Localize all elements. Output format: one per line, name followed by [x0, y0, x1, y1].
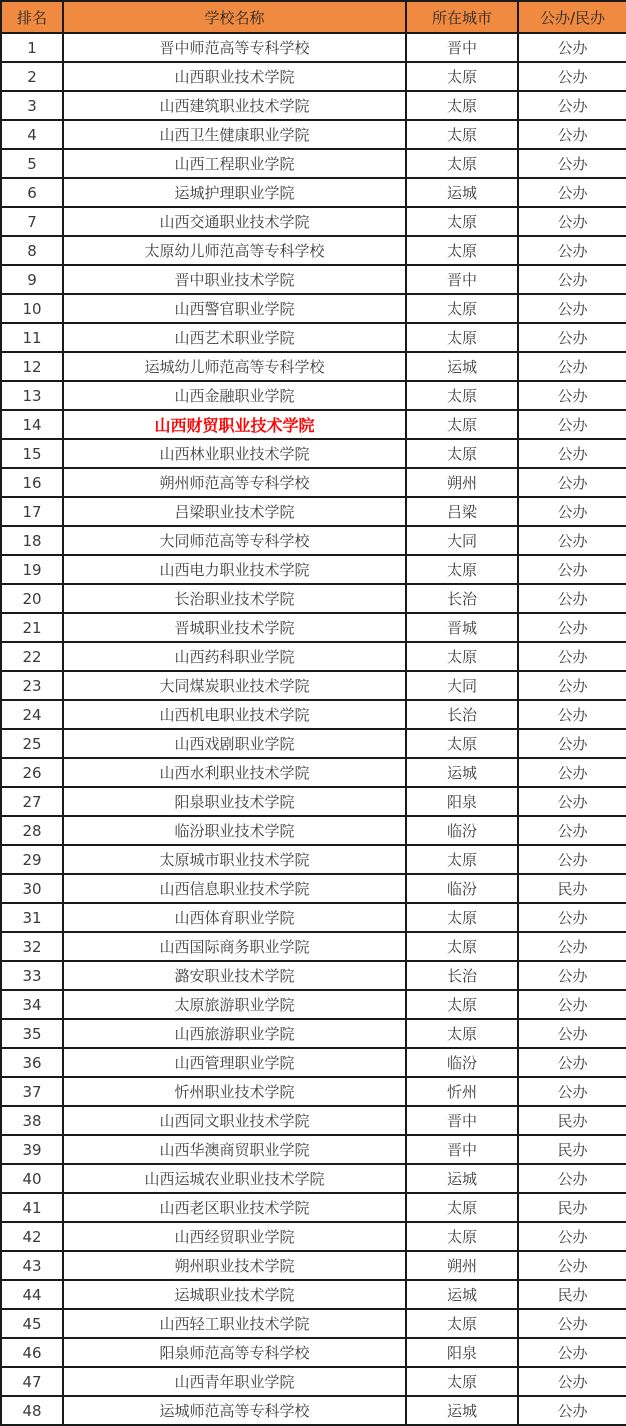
city-cell: 太原 — [406, 555, 518, 584]
table-row — [1, 961, 626, 990]
type-cell: 公办 — [518, 1019, 626, 1048]
rank-cell: 39 — [1, 1135, 63, 1164]
table-row — [1, 671, 626, 700]
city-cell: 太原 — [406, 294, 518, 323]
school-name-cell: 晋中师范高等专科学校 — [63, 33, 406, 62]
rank-cell: 22 — [1, 642, 63, 671]
table-row — [1, 381, 626, 410]
rank-cell: 32 — [1, 932, 63, 961]
type-cell: 公办 — [518, 1222, 626, 1251]
rank-cell: 47 — [1, 1367, 63, 1396]
rank-cell: 15 — [1, 439, 63, 468]
type-cell: 公办 — [518, 207, 626, 236]
rank-cell: 43 — [1, 1251, 63, 1280]
type-cell: 民办 — [518, 874, 626, 903]
table-row — [1, 468, 626, 497]
header-type: 公办/民办 — [518, 1, 626, 33]
type-cell: 公办 — [518, 120, 626, 149]
table-header — [1, 1, 626, 33]
table-row — [1, 236, 626, 265]
school-name-cell: 大同煤炭职业技术学院 — [63, 671, 406, 700]
school-name-cell: 山西艺术职业学院 — [63, 323, 406, 352]
type-cell: 公办 — [518, 323, 626, 352]
type-cell: 公办 — [518, 1077, 626, 1106]
rank-cell: 1 — [1, 33, 63, 62]
city-cell: 太原 — [406, 1309, 518, 1338]
table-row — [1, 1193, 626, 1222]
type-cell: 公办 — [518, 816, 626, 845]
rank-cell: 38 — [1, 1106, 63, 1135]
city-cell: 长治 — [406, 584, 518, 613]
type-cell: 公办 — [518, 845, 626, 874]
type-cell: 公办 — [518, 1338, 626, 1367]
school-name-cell: 运城幼儿师范高等专科学校 — [63, 352, 406, 381]
school-name-cell: 山西职业技术学院 — [63, 62, 406, 91]
school-name-cell: 忻州职业技术学院 — [63, 1077, 406, 1106]
table-row — [1, 1164, 626, 1193]
type-cell: 公办 — [518, 265, 626, 294]
type-cell: 民办 — [518, 1106, 626, 1135]
city-cell: 太原 — [406, 1193, 518, 1222]
rank-cell: 6 — [1, 178, 63, 207]
city-cell: 吕梁 — [406, 497, 518, 526]
table-row — [1, 903, 626, 932]
city-cell: 太原 — [406, 729, 518, 758]
rank-cell: 8 — [1, 236, 63, 265]
city-cell: 临汾 — [406, 874, 518, 903]
school-name-cell: 临汾职业技术学院 — [63, 816, 406, 845]
city-cell: 长治 — [406, 961, 518, 990]
type-cell: 公办 — [518, 555, 626, 584]
rank-cell: 12 — [1, 352, 63, 381]
city-cell: 临汾 — [406, 816, 518, 845]
rank-cell: 34 — [1, 990, 63, 1019]
table-row — [1, 410, 626, 439]
type-cell: 公办 — [518, 729, 626, 758]
rank-cell: 24 — [1, 700, 63, 729]
school-name-cell: 运城护理职业学院 — [63, 178, 406, 207]
table-row — [1, 990, 626, 1019]
rank-cell: 5 — [1, 149, 63, 178]
table-row — [1, 555, 626, 584]
school-name-cell: 运城职业技术学院 — [63, 1280, 406, 1309]
table-row — [1, 758, 626, 787]
type-cell: 公办 — [518, 439, 626, 468]
school-name-cell: 山西体育职业学院 — [63, 903, 406, 932]
table-row — [1, 352, 626, 381]
table-row — [1, 729, 626, 758]
city-cell: 运城 — [406, 758, 518, 787]
table-row — [1, 497, 626, 526]
city-cell: 太原 — [406, 323, 518, 352]
type-cell: 公办 — [518, 1251, 626, 1280]
table-row — [1, 1106, 626, 1135]
school-name-cell: 山西运城农业职业技术学院 — [63, 1164, 406, 1193]
type-cell: 民办 — [518, 1280, 626, 1309]
school-name-cell: 山西华澳商贸职业学院 — [63, 1135, 406, 1164]
rank-cell: 25 — [1, 729, 63, 758]
city-cell: 晋中 — [406, 1135, 518, 1164]
city-cell: 运城 — [406, 1396, 518, 1425]
school-name-cell: 山西戏剧职业学院 — [63, 729, 406, 758]
school-name-cell: 山西工程职业学院 — [63, 149, 406, 178]
type-cell: 公办 — [518, 1309, 626, 1338]
table-row — [1, 62, 626, 91]
type-cell: 公办 — [518, 700, 626, 729]
table-row — [1, 584, 626, 613]
rank-cell: 31 — [1, 903, 63, 932]
table-row — [1, 1048, 626, 1077]
rank-cell: 42 — [1, 1222, 63, 1251]
city-cell: 太原 — [406, 207, 518, 236]
type-cell: 公办 — [518, 671, 626, 700]
city-cell: 晋中 — [406, 265, 518, 294]
table-row — [1, 1309, 626, 1338]
rank-cell: 14 — [1, 410, 63, 439]
city-cell: 大同 — [406, 671, 518, 700]
table-row — [1, 642, 626, 671]
table-row — [1, 1338, 626, 1367]
table-row — [1, 178, 626, 207]
city-cell: 朔州 — [406, 1251, 518, 1280]
type-cell: 公办 — [518, 787, 626, 816]
rank-cell: 29 — [1, 845, 63, 874]
table-row — [1, 874, 626, 903]
rank-cell: 46 — [1, 1338, 63, 1367]
table-row — [1, 1251, 626, 1280]
school-name-cell: 山西轻工职业技术学院 — [63, 1309, 406, 1338]
city-cell: 运城 — [406, 178, 518, 207]
city-cell: 太原 — [406, 845, 518, 874]
rank-cell: 3 — [1, 91, 63, 120]
rank-cell: 21 — [1, 613, 63, 642]
table-row — [1, 700, 626, 729]
rank-cell: 35 — [1, 1019, 63, 1048]
school-name-cell: 山西财贸职业技术学院 — [63, 410, 406, 439]
table-row — [1, 1367, 626, 1396]
city-cell: 忻州 — [406, 1077, 518, 1106]
city-cell: 太原 — [406, 1019, 518, 1048]
city-cell: 太原 — [406, 236, 518, 265]
city-cell: 太原 — [406, 1367, 518, 1396]
rank-cell: 16 — [1, 468, 63, 497]
school-name-cell: 山西管理职业学院 — [63, 1048, 406, 1077]
school-name-cell: 山西林业职业技术学院 — [63, 439, 406, 468]
rank-cell: 19 — [1, 555, 63, 584]
table-row — [1, 207, 626, 236]
table-row — [1, 932, 626, 961]
school-name-cell: 晋中职业技术学院 — [63, 265, 406, 294]
rank-cell: 2 — [1, 62, 63, 91]
type-cell: 公办 — [518, 642, 626, 671]
school-name-cell: 山西交通职业技术学院 — [63, 207, 406, 236]
type-cell: 公办 — [518, 236, 626, 265]
rank-cell: 41 — [1, 1193, 63, 1222]
type-cell: 公办 — [518, 468, 626, 497]
table-row — [1, 613, 626, 642]
school-name-cell: 山西建筑职业技术学院 — [63, 91, 406, 120]
school-name-cell: 太原城市职业技术学院 — [63, 845, 406, 874]
city-cell: 太原 — [406, 1222, 518, 1251]
city-cell: 晋城 — [406, 613, 518, 642]
city-cell: 大同 — [406, 526, 518, 555]
city-cell: 太原 — [406, 439, 518, 468]
table-row — [1, 1019, 626, 1048]
type-cell: 公办 — [518, 62, 626, 91]
table-row — [1, 1280, 626, 1309]
table-row — [1, 323, 626, 352]
type-cell: 公办 — [518, 497, 626, 526]
school-name-cell: 潞安职业技术学院 — [63, 961, 406, 990]
table-body — [1, 33, 626, 1425]
city-cell: 太原 — [406, 91, 518, 120]
type-cell: 公办 — [518, 294, 626, 323]
type-cell: 民办 — [518, 1135, 626, 1164]
table-row — [1, 1396, 626, 1425]
rank-cell: 44 — [1, 1280, 63, 1309]
type-cell: 公办 — [518, 178, 626, 207]
table-row — [1, 816, 626, 845]
header-row — [1, 1, 626, 33]
table-row — [1, 439, 626, 468]
type-cell: 公办 — [518, 903, 626, 932]
school-name-cell: 山西经贸职业学院 — [63, 1222, 406, 1251]
rank-cell: 11 — [1, 323, 63, 352]
city-cell: 运城 — [406, 1280, 518, 1309]
rank-cell: 48 — [1, 1396, 63, 1425]
table-row — [1, 149, 626, 178]
school-name-cell: 运城师范高等专科学校 — [63, 1396, 406, 1425]
table-row — [1, 1077, 626, 1106]
rank-cell: 23 — [1, 671, 63, 700]
type-cell: 民办 — [518, 1193, 626, 1222]
school-name-cell: 晋城职业技术学院 — [63, 613, 406, 642]
table-row — [1, 526, 626, 555]
school-name-cell: 山西国际商务职业学院 — [63, 932, 406, 961]
table-row — [1, 294, 626, 323]
rank-cell: 7 — [1, 207, 63, 236]
city-cell: 晋中 — [406, 33, 518, 62]
school-name-cell: 山西药科职业学院 — [63, 642, 406, 671]
city-cell: 太原 — [406, 932, 518, 961]
school-name-cell: 阳泉职业技术学院 — [63, 787, 406, 816]
city-cell: 运城 — [406, 352, 518, 381]
city-cell: 太原 — [406, 381, 518, 410]
school-name-cell: 太原旅游职业学院 — [63, 990, 406, 1019]
rank-cell: 33 — [1, 961, 63, 990]
city-cell: 晋中 — [406, 1106, 518, 1135]
rank-cell: 17 — [1, 497, 63, 526]
school-name-cell: 山西警官职业学院 — [63, 294, 406, 323]
city-cell: 太原 — [406, 990, 518, 1019]
city-cell: 太原 — [406, 149, 518, 178]
table-row — [1, 1135, 626, 1164]
school-name-cell: 山西青年职业学院 — [63, 1367, 406, 1396]
rank-cell: 18 — [1, 526, 63, 555]
school-name-cell: 吕梁职业技术学院 — [63, 497, 406, 526]
type-cell: 公办 — [518, 410, 626, 439]
type-cell: 公办 — [518, 1164, 626, 1193]
city-cell: 太原 — [406, 120, 518, 149]
school-name-cell: 山西金融职业学院 — [63, 381, 406, 410]
table-row — [1, 1222, 626, 1251]
header-school-name: 学校名称 — [63, 1, 406, 33]
school-name-cell: 太原幼儿师范高等专科学校 — [63, 236, 406, 265]
city-cell: 太原 — [406, 62, 518, 91]
city-cell: 阳泉 — [406, 787, 518, 816]
table-row — [1, 845, 626, 874]
type-cell: 公办 — [518, 526, 626, 555]
type-cell: 公办 — [518, 1396, 626, 1425]
header-rank: 排名 — [1, 1, 63, 33]
type-cell: 公办 — [518, 932, 626, 961]
rank-cell: 20 — [1, 584, 63, 613]
city-cell: 长治 — [406, 700, 518, 729]
school-name-cell: 山西信息职业技术学院 — [63, 874, 406, 903]
school-name-cell: 山西旅游职业学院 — [63, 1019, 406, 1048]
rank-cell: 9 — [1, 265, 63, 294]
school-name-cell: 山西老区职业技术学院 — [63, 1193, 406, 1222]
type-cell: 公办 — [518, 613, 626, 642]
rank-cell: 28 — [1, 816, 63, 845]
rank-cell: 37 — [1, 1077, 63, 1106]
type-cell: 公办 — [518, 758, 626, 787]
rank-cell: 27 — [1, 787, 63, 816]
city-cell: 阳泉 — [406, 1338, 518, 1367]
city-cell: 太原 — [406, 642, 518, 671]
type-cell: 公办 — [518, 584, 626, 613]
header-city: 所在城市 — [406, 1, 518, 33]
type-cell: 公办 — [518, 352, 626, 381]
rank-cell: 36 — [1, 1048, 63, 1077]
table-row — [1, 91, 626, 120]
rank-cell: 40 — [1, 1164, 63, 1193]
type-cell: 公办 — [518, 990, 626, 1019]
school-name-cell: 朔州职业技术学院 — [63, 1251, 406, 1280]
rank-cell: 30 — [1, 874, 63, 903]
table-row — [1, 265, 626, 294]
rank-cell: 26 — [1, 758, 63, 787]
school-name-cell: 山西电力职业技术学院 — [63, 555, 406, 584]
school-name-cell: 长治职业技术学院 — [63, 584, 406, 613]
type-cell: 公办 — [518, 1048, 626, 1077]
table-row — [1, 33, 626, 62]
city-cell: 朔州 — [406, 468, 518, 497]
school-name-cell: 朔州师范高等专科学校 — [63, 468, 406, 497]
school-name-cell: 山西水利职业技术学院 — [63, 758, 406, 787]
type-cell: 公办 — [518, 1367, 626, 1396]
type-cell: 公办 — [518, 33, 626, 62]
rank-cell: 10 — [1, 294, 63, 323]
rank-cell: 4 — [1, 120, 63, 149]
school-name-cell: 大同师范高等专科学校 — [63, 526, 406, 555]
school-name-cell: 山西同文职业技术学院 — [63, 1106, 406, 1135]
school-name-cell: 山西卫生健康职业学院 — [63, 120, 406, 149]
school-name-cell: 山西机电职业技术学院 — [63, 700, 406, 729]
type-cell: 公办 — [518, 381, 626, 410]
rank-cell: 45 — [1, 1309, 63, 1338]
city-cell: 临汾 — [406, 1048, 518, 1077]
type-cell: 公办 — [518, 149, 626, 178]
type-cell: 公办 — [518, 961, 626, 990]
city-cell: 太原 — [406, 903, 518, 932]
city-cell: 运城 — [406, 1164, 518, 1193]
table-row — [1, 787, 626, 816]
school-name-cell: 阳泉师范高等专科学校 — [63, 1338, 406, 1367]
type-cell: 公办 — [518, 91, 626, 120]
table-row — [1, 120, 626, 149]
city-cell: 太原 — [406, 410, 518, 439]
rank-cell: 13 — [1, 381, 63, 410]
